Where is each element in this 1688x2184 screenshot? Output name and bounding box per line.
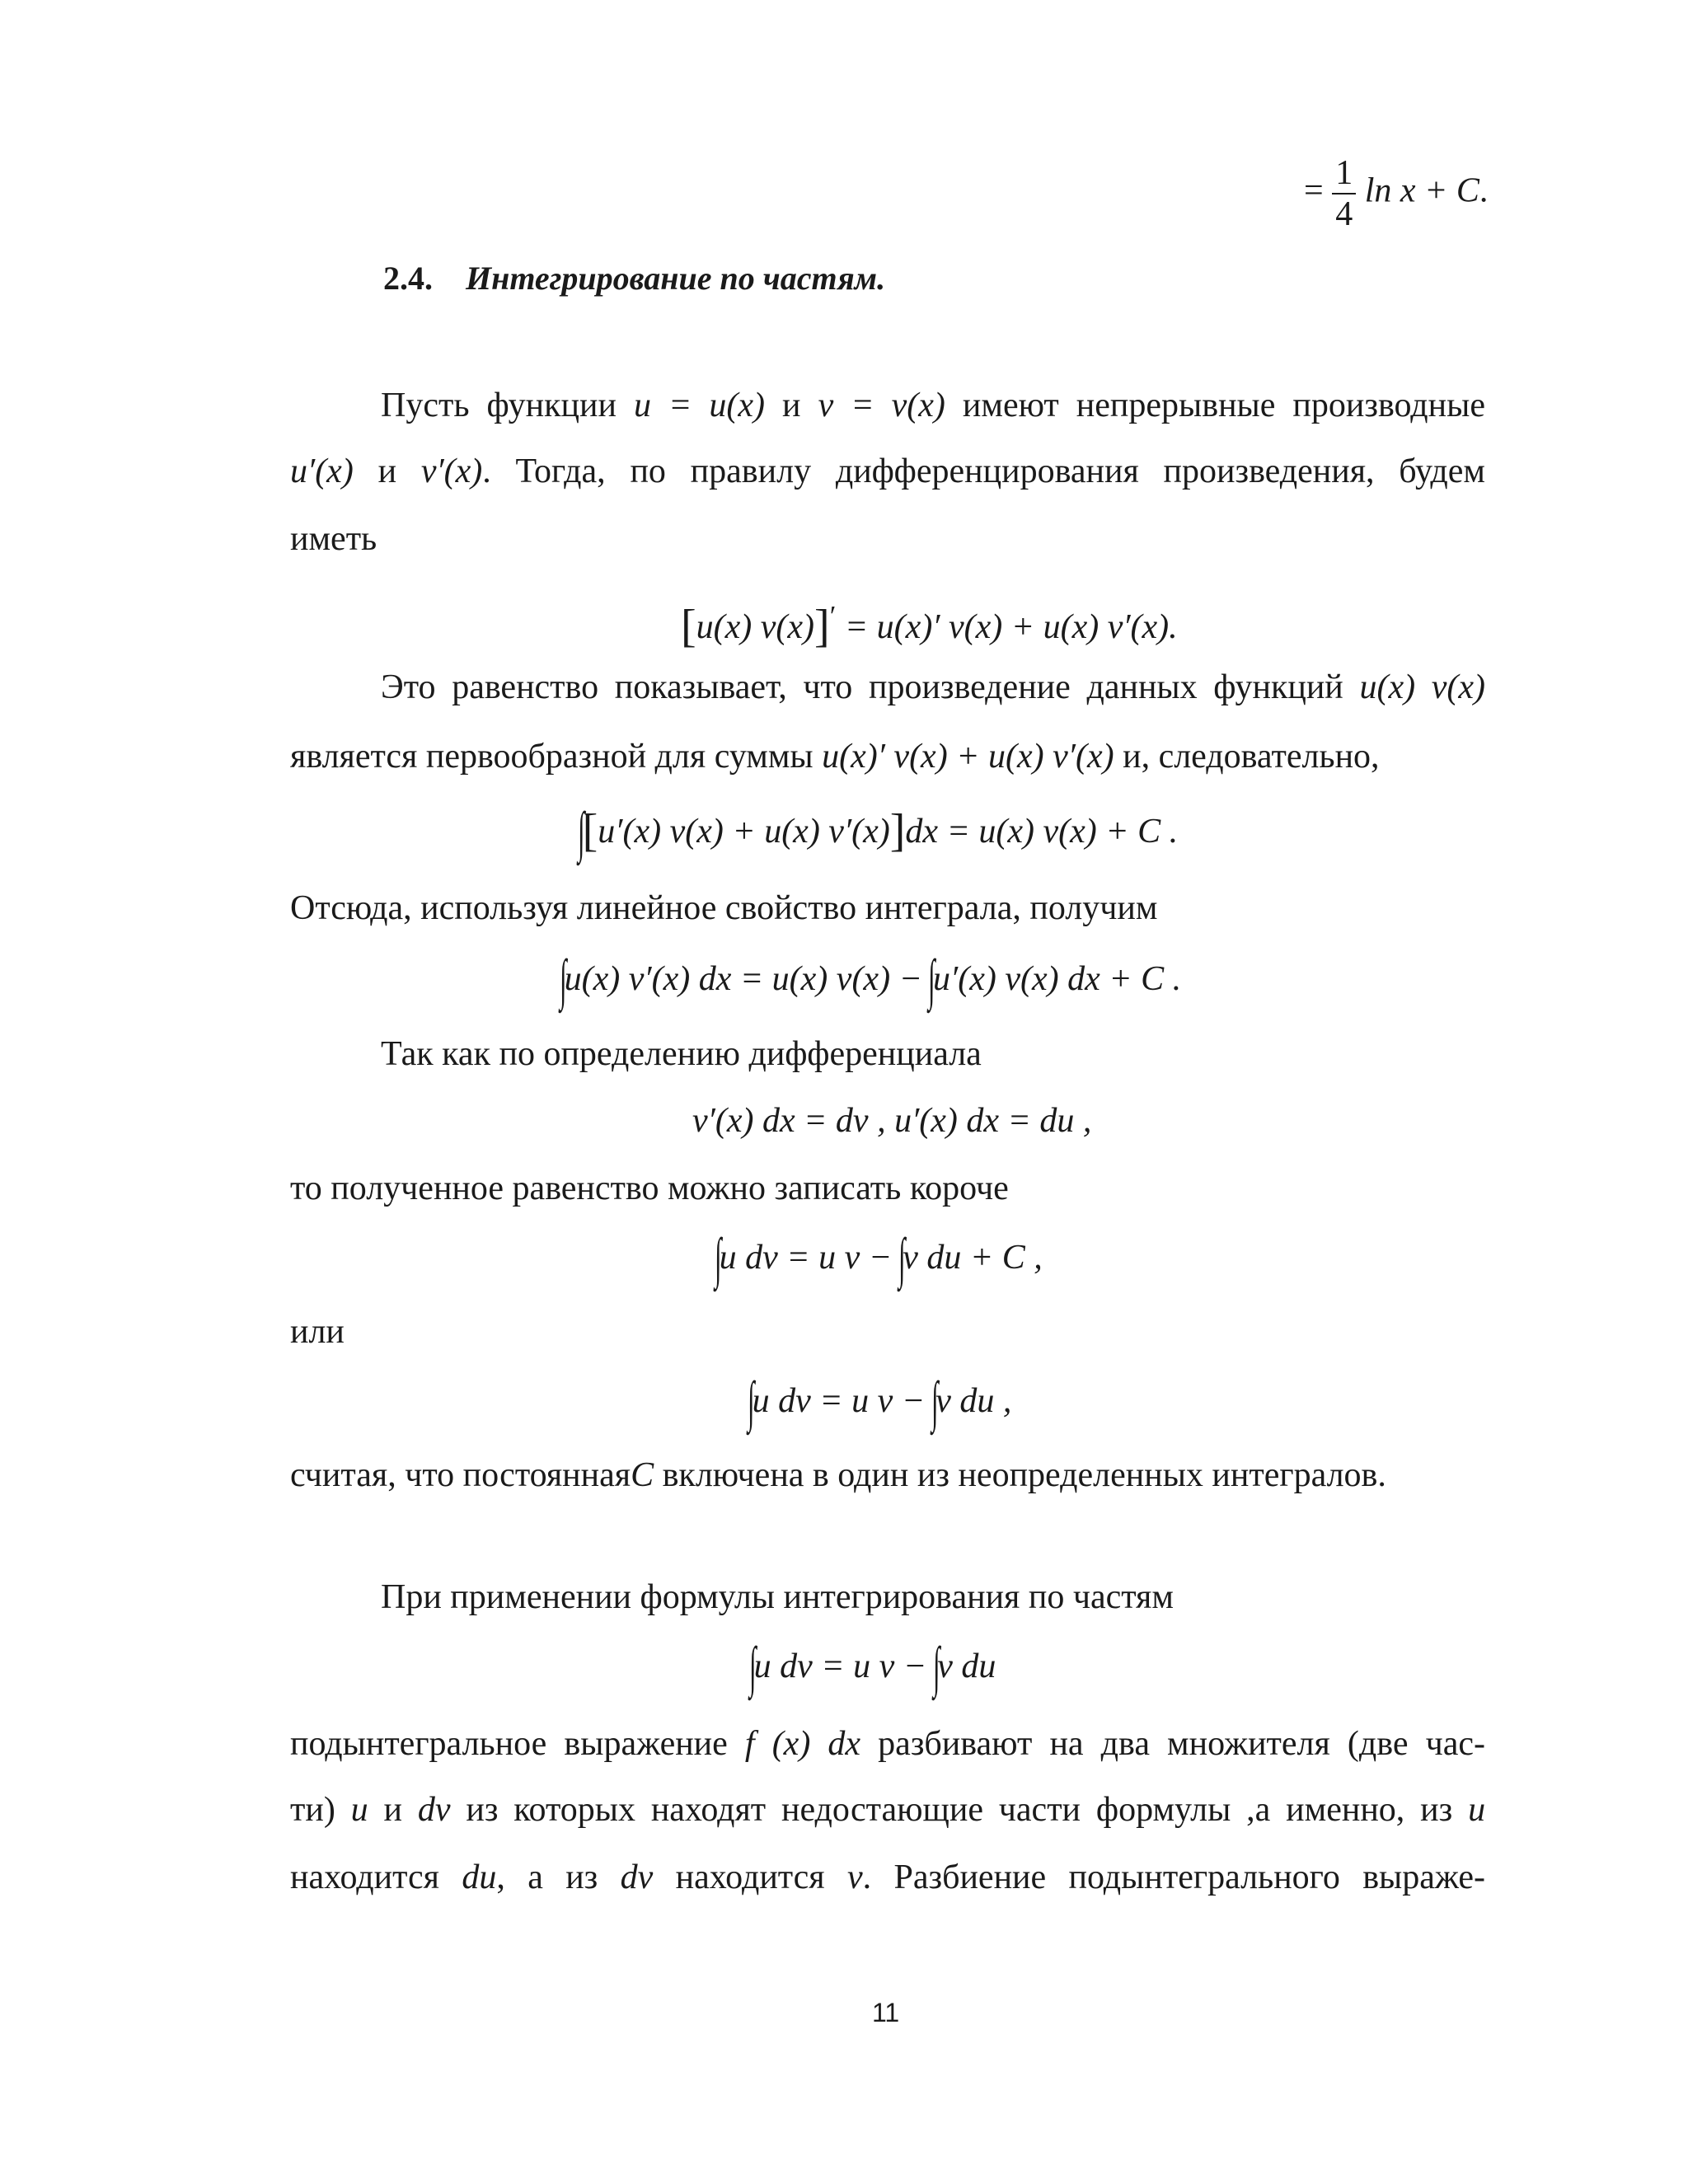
formula-part: u′(x) dx = du ,: [894, 1102, 1092, 1140]
formula-part: u′(x) v(x) + u(x) v′(x): [598, 813, 890, 851]
section-number: 2.4.: [383, 260, 433, 297]
formula-inline: u: [350, 1791, 368, 1829]
equation-parts: [748, 1370, 1012, 1432]
integral-sign: ∫: [932, 1635, 940, 1698]
formula-part: = u(x)′ v(x) + u(x) v′(x).: [844, 608, 1178, 646]
fraction-numerator: 1: [1332, 153, 1356, 194]
text: подынтегральное выражение: [290, 1725, 728, 1763]
paragraph-line: [290, 1310, 345, 1353]
text: ти): [290, 1791, 335, 1829]
formula-part: u dv = u v −: [752, 1382, 926, 1420]
paragraph-line: [381, 1033, 982, 1076]
text: включена в один из неопределенных интегралов.: [662, 1456, 1386, 1494]
formula-inline: u(x) v(x): [1359, 668, 1486, 706]
page-number-text: 11: [872, 1998, 900, 2027]
bracket: [: [681, 601, 696, 652]
paragraph-line: [290, 450, 1485, 493]
equation-linear-property: [560, 948, 1182, 1010]
bracket: ]: [814, 601, 830, 652]
text: Так как по определению дифференциала: [381, 1035, 982, 1073]
formula-inline: u: [1468, 1791, 1486, 1829]
text: Отсюда, используя линейное свойство интеграла, получим: [290, 889, 1158, 927]
integral-sign: ∫: [715, 1226, 722, 1289]
equation-integral-sum: [578, 800, 1179, 863]
paragraph-line: [290, 666, 1485, 709]
formula-part: v du ,: [935, 1382, 1012, 1420]
integral-sign: ∫: [931, 1370, 939, 1432]
paragraph-line: [290, 735, 1444, 778]
paragraph-line: [381, 1576, 1174, 1619]
equation-parts-with-constant: [715, 1226, 1043, 1289]
formula-part: u(x) v(x): [696, 608, 815, 646]
prime: ′: [829, 600, 837, 632]
equation-product-rule: [681, 595, 1178, 652]
equation-parts-formula: [749, 1635, 996, 1698]
section-title: Интегрирование по частям.: [466, 260, 886, 297]
paragraph-line: [290, 1856, 1485, 1899]
bracket: ]: [889, 805, 906, 856]
text: . Тогда, по правилу дифференцирования произведения, будем: [482, 452, 1485, 490]
integral-sign: ∫: [898, 1226, 906, 1289]
formula-inline: u = u(x): [634, 387, 766, 424]
formula-inline: u′(x): [290, 452, 354, 490]
text: , а из: [496, 1858, 598, 1896]
text: . Разбиение подынтегрального выраже-: [862, 1858, 1486, 1896]
formula-inline: v: [846, 1858, 863, 1896]
formula-inline: v′(x): [420, 452, 483, 490]
integral-sign: ∫: [928, 948, 935, 1010]
paragraph-line: [290, 1722, 1485, 1765]
formula-inline: f (x) dx: [744, 1725, 861, 1763]
paragraph-line: [290, 384, 1485, 427]
integral-sign: ∫: [578, 800, 585, 863]
paragraph-line: [290, 518, 377, 560]
text: имеют непрерывные производные: [962, 387, 1486, 424]
formula-rest: ln x + C: [1364, 171, 1479, 210]
formula-inline: dv: [417, 1791, 451, 1829]
formula-inline: u(x)′ v(x) + u(x) v′(x): [822, 738, 1114, 776]
integral-sign: ∫: [748, 1370, 755, 1432]
top-formula: [1304, 153, 1488, 234]
formula-inline: dv: [620, 1858, 654, 1896]
text: то полученное равенство можно записать короче: [290, 1169, 1009, 1207]
text: и: [782, 387, 801, 424]
text: Это равенство показывает, что произведение данных функций: [381, 668, 1343, 706]
formula-part: v′(x) dx = dv ,: [692, 1102, 886, 1140]
text: находится: [290, 1858, 439, 1896]
fraction: [1332, 153, 1356, 234]
text: и: [377, 452, 397, 490]
text: и: [383, 1791, 402, 1829]
integral-sign: ∫: [560, 948, 567, 1010]
page-number: [872, 1998, 899, 2028]
equation-differentials: [692, 1099, 1091, 1142]
text: Пусть функции: [381, 387, 617, 424]
text: иметь: [290, 520, 377, 558]
formula-part: u(x) v′(x) dx = u(x) v(x) −: [564, 960, 922, 998]
formula-part: dx = u(x) v(x) + C .: [905, 813, 1179, 851]
text: При применении формулы интегрирования по частям: [381, 1578, 1174, 1616]
fraction-denominator: 4: [1335, 195, 1353, 233]
text: и, следовательно,: [1123, 738, 1380, 776]
integral-sign: ∫: [749, 1635, 757, 1698]
formula-dot: .: [1479, 171, 1489, 210]
formula-inline: C: [631, 1456, 654, 1494]
formula-part: u dv = u v −: [719, 1239, 893, 1277]
formula-inline: v = v(x): [818, 387, 945, 424]
text: из которых находят недостающие части формулы ,а именно, из: [466, 1791, 1453, 1829]
formula-part: v du + C ,: [903, 1239, 1043, 1277]
text: находится: [675, 1858, 825, 1896]
paragraph-line: [290, 1167, 1009, 1210]
bracket: [: [582, 805, 598, 856]
paragraph-line: [290, 1454, 1386, 1497]
text: разбивают на два множителя (две час-: [878, 1725, 1486, 1763]
text: является первообразной для суммы: [290, 738, 814, 776]
paragraph-line: [290, 887, 1157, 930]
text: или: [290, 1313, 345, 1351]
formula-part: u dv = u v −: [753, 1647, 927, 1685]
section-heading: [383, 259, 885, 298]
text: считая, что постоянная: [290, 1456, 631, 1494]
formula-part: v du: [937, 1647, 996, 1685]
equals-sign: =: [1304, 171, 1324, 210]
paragraph-line: [290, 1788, 1485, 1831]
formula-part: u′(x) v(x) dx + C .: [933, 960, 1182, 998]
formula-inline: du: [462, 1858, 497, 1896]
